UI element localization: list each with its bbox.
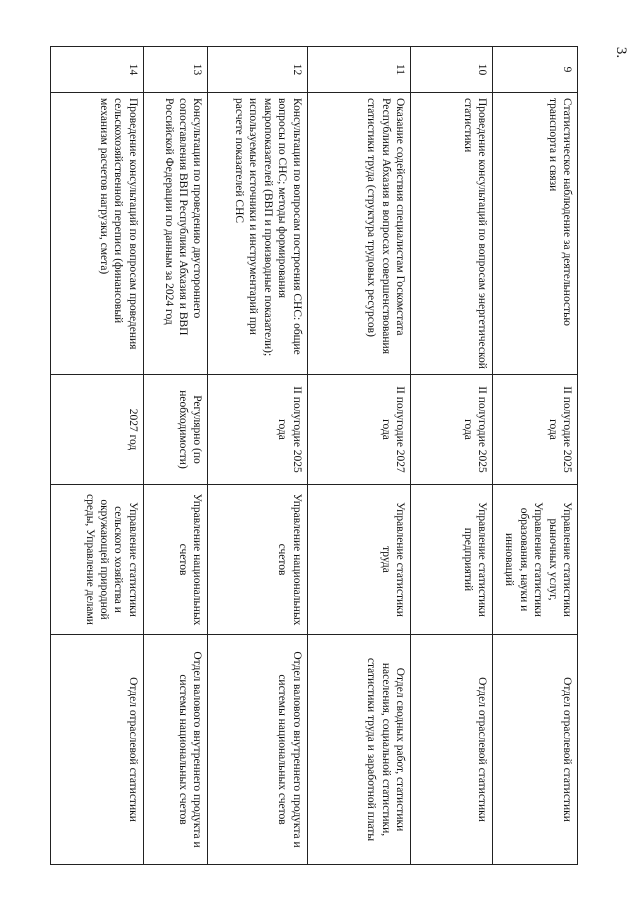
- table-row: [51, 47, 144, 865]
- department-cell: Отдел отраслевой статистики: [51, 635, 144, 865]
- row-number: 12: [208, 47, 307, 93]
- row-number: 11: [307, 47, 410, 93]
- department-cell: Отдел валового внутреннего продукта и системы национальных счетов: [143, 635, 208, 865]
- row-number: 14: [51, 47, 144, 93]
- term-cell: 2027 год: [51, 375, 144, 485]
- department-cell: Отдел сводных работ, статистики населения, социальной статистики, статистики труда и заработной платы: [307, 635, 410, 865]
- responsible-cell: Управление статистики сельского хозяйства и окружающей природной среды, Управление делами: [51, 485, 144, 635]
- department-cell: Отдел валового внутреннего продукта и системы национальных счетов: [208, 635, 307, 865]
- row-number: 13: [143, 47, 208, 93]
- activity-cell: Проведение консультаций по вопросам энергетической статистики: [411, 93, 493, 375]
- table-row: [307, 47, 410, 865]
- plan-table: [50, 46, 578, 865]
- term-cell: II полугодие 2027 года: [307, 375, 410, 485]
- term-cell: II полугодие 2025 года: [208, 375, 307, 485]
- plan-table-container: [50, 46, 578, 864]
- row-number: 10: [411, 47, 493, 93]
- responsible-cell: Управление статистики труда: [307, 485, 410, 635]
- page-number: 3.: [612, 46, 629, 59]
- table-row: [492, 47, 577, 865]
- table-row: [143, 47, 208, 865]
- activity-cell: Консультации по проведению двустороннего сопоставления ВВП Республики Абхазия и ВВП Российской Федерации по данным за 2024 год: [143, 93, 208, 375]
- table-row: [411, 47, 493, 865]
- activity-cell: Оказание содействия специалистам Госкомстата Республики Абхазия в вопросах совершенствования статистики труда (структура трудовых ресурсов): [307, 93, 410, 375]
- activity-cell: Статистическое наблюдение за деятельностью транспорта и связи: [492, 93, 577, 375]
- department-cell: Отдел отраслевой статистики: [411, 635, 493, 865]
- row-number: 9: [492, 47, 577, 93]
- term-cell: Регулярно (по необходимости): [143, 375, 208, 485]
- department-cell: Отдел отраслевой статистики: [492, 635, 577, 865]
- responsible-cell: Управление национальных счетов: [208, 485, 307, 635]
- activity-cell: Проведение консультаций по вопросам проведения сельскохозяйственной переписи (финансовый механизм расчетов нагрузки, смета): [51, 93, 144, 375]
- activity-cell: Консультации по вопросам построения СНС: общие вопросы по СНС; методы формирования макропоказателей (ВВП и производные показатели); используемые источники и инструментарий при расчете показателей СНС: [208, 93, 307, 375]
- responsible-cell: Управление статистики предприятий: [411, 485, 493, 635]
- table-row: [208, 47, 307, 865]
- responsible-cell: Управление национальных счетов: [143, 485, 208, 635]
- term-cell: II полугодие 2025 года: [411, 375, 493, 485]
- term-cell: II полугодие 2025 года: [492, 375, 577, 485]
- responsible-cell: Управление статистики рыночных услуг, Управление статистики образования, науки и инноваций: [492, 485, 577, 635]
